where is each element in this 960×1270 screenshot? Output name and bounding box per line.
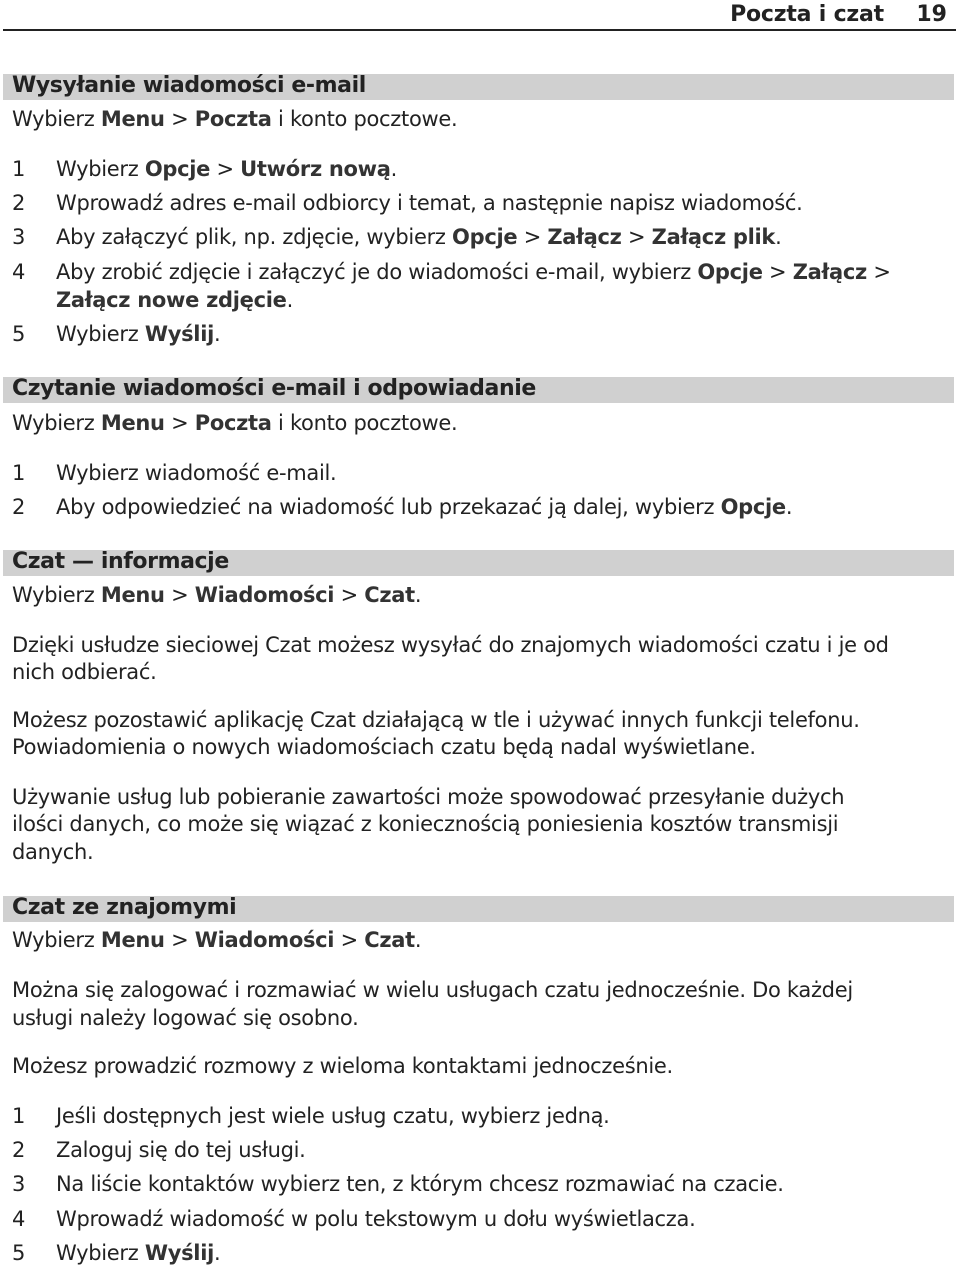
section-heading-chat-info xyxy=(3,550,954,576)
section-heading-read-email xyxy=(3,377,954,403)
paragraph: Dzięki usłudze sieciowej Czat możesz wysyłać do znajomych wiadomości czatu i je od xyxy=(12,633,889,657)
chapter-title: Poczta i czat xyxy=(730,2,884,27)
page-number: 19 xyxy=(916,2,947,27)
section-heading-text: Czat — informacje xyxy=(12,549,229,574)
section-heading-text: Wysyłanie wiadomości e-mail xyxy=(12,73,366,98)
section-heading-chat-friends xyxy=(3,896,954,922)
page-header xyxy=(3,0,956,31)
paragraph: usługi należy logować się osobno. xyxy=(12,1006,359,1030)
section-heading-text: Czytanie wiadomości e-mail i odpowiadanie xyxy=(12,376,536,401)
paragraph: Możesz pozostawić aplikację Czat działającą w tle i używać innych funkcji telefonu. xyxy=(12,708,860,732)
paragraph: ilości danych, co może się wiązać z koniecznością poniesienia kosztów transmisji xyxy=(12,812,839,836)
menu-path: Wybierz Menu > Wiadomości > Czat. xyxy=(12,928,422,952)
menu-path: Wybierz Menu > Poczta i konto pocztowe. xyxy=(12,107,458,131)
paragraph: Używanie usług lub pobieranie zawartości może spowodować przesyłanie dużych xyxy=(12,785,845,809)
step-item-continuation: Załącz nowe zdjęcie. xyxy=(56,288,293,312)
section-heading-text: Czat ze znajomymi xyxy=(12,895,237,920)
paragraph: danych. xyxy=(12,840,94,864)
paragraph: nich odbierać. xyxy=(12,660,157,684)
menu-path: Wybierz Menu > Wiadomości > Czat. xyxy=(12,583,422,607)
menu-path: Wybierz Menu > Poczta i konto pocztowe. xyxy=(12,411,458,435)
paragraph: Powiadomienia o nowych wiadomościach czatu będą nadal wyświetlane. xyxy=(12,735,756,759)
paragraph: Można się zalogować i rozmawiać w wielu usługach czatu jednocześnie. Do każdej xyxy=(12,978,853,1002)
section-heading-send-email xyxy=(3,74,954,100)
paragraph: Możesz prowadzić rozmowy z wieloma kontaktami jednocześnie. xyxy=(12,1054,673,1078)
